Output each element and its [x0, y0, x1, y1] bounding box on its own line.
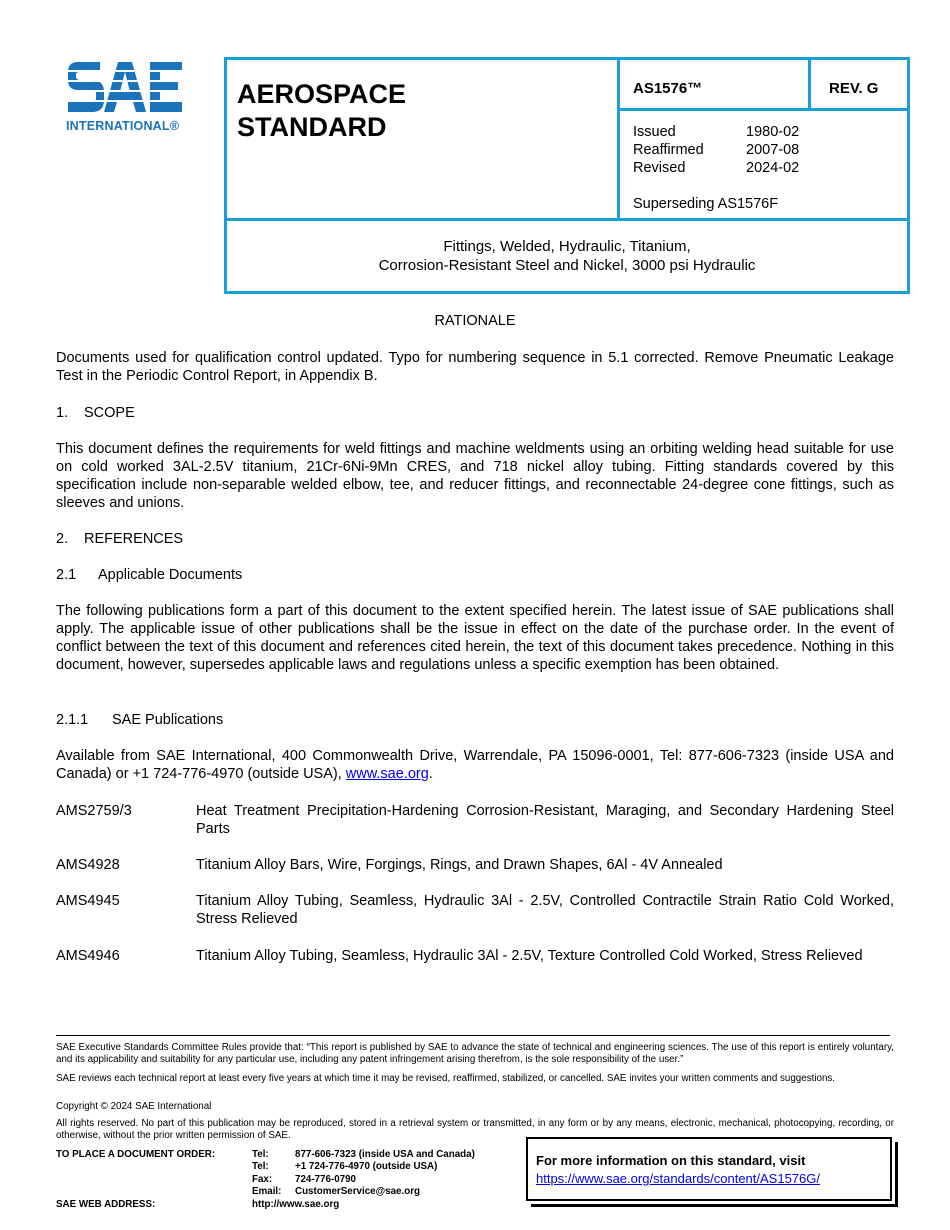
scope-text: This document defines the requirements for weld fittings and machine weldments using an orbiting welding head suitable for use on cold worked 3AL-2.5V titanium, 21Cr-6Ni-9Mn CRES, and 718 nickel alloy tubing. Fitting standards covered by this specification include non-separable welded elbow, tee, and reducer fittings, and reconnectable 24-degree cone fittings, such as sleeves and unions.: [56, 441, 894, 511]
contact-row: Fax: 724-776-0790: [252, 1173, 357, 1185]
reference-item: [56, 802, 894, 838]
order-contacts: [252, 1149, 475, 1211]
reference-code: AMS2759/3: [56, 803, 132, 819]
sae-logo: [66, 56, 196, 136]
category-line-1: AEROSPACE: [237, 79, 407, 109]
revision-label: REV. G: [829, 80, 879, 97]
web-address-label: SAE WEB ADDRESS:: [56, 1199, 156, 1210]
reference-code: AMS4928: [56, 857, 120, 873]
document-title: [227, 237, 907, 275]
applicable-documents-text: The following publications form a part of this document to the extent specified herein. The latest issue of SAE publications shall apply. The applicable issue of other publications shall be the issue in effect on the date of the purchase order. In the event of conflict between the text of this document and references cited herein, the text of this document takes precedence. Nothing in this document, however, supersedes applicable laws and regulations unless a specific exemption has been obtained.: [56, 603, 894, 673]
reference-code: AMS4946: [56, 948, 120, 964]
logo-subtitle: INTERNATIONAL®: [66, 119, 180, 133]
order-label: TO PLACE A DOCUMENT ORDER:: [56, 1149, 216, 1160]
contact-row: Email: CustomerService@sae.org: [252, 1186, 420, 1198]
section-2-1-heading: 2.1 Applicable Documents: [56, 567, 243, 583]
document-number: AS1576™: [633, 80, 703, 97]
category-line-2: STANDARD: [237, 112, 387, 142]
rights-note: All rights reserved. No part of this publication may be reproduced, stored in a retrieval system or transmitted, in any form or by any means, electronic, mechanical, photocopying, recording, or otherwise, without the prior written permission of SAE.: [56, 1118, 894, 1141]
title-line-1: Fittings, Welded, Hydraulic, Titanium,: [443, 238, 691, 255]
copyright-note: Copyright © 2024 SAE International: [56, 1101, 212, 1112]
reference-item: [56, 856, 894, 874]
sae-wordmark-logo: [66, 56, 184, 118]
section-1-heading: 1. SCOPE: [56, 405, 135, 421]
date-row-revised: Revised 2024-02: [633, 160, 800, 176]
reference-code: AMS4945: [56, 893, 120, 909]
reference-description: Titanium Alloy Bars, Wire, Forgings, Rings, and Drawn Shapes, 6Al - 4V Annealed: [196, 857, 723, 873]
date-row-issued: Issued 1980-02: [633, 124, 800, 140]
rationale-heading: RATIONALE: [434, 313, 516, 329]
rationale-text: Documents used for qualification control updated. Typo for numbering sequence in 5.1 corrected. Remove Pneumatic Leakage Test in the Periodic Control Report, in Appendix B.: [56, 350, 894, 384]
contact-row: Tel: +1 724-776-4970 (outside USA): [252, 1161, 438, 1173]
web-address-row: [252, 1199, 475, 1211]
web-address-link[interactable]: http://www.sae.org: [252, 1198, 340, 1210]
sae-website-link[interactable]: www.sae.org: [345, 766, 429, 782]
date-history: [633, 123, 799, 177]
superseding-note: Superseding AS1576F: [633, 196, 779, 212]
reference-description: Titanium Alloy Tubing, Seamless, Hydraulic 3Al - 2.5V, Controlled Contractile Strain Ratio Cold Worked, Stress Relieved: [196, 893, 894, 927]
more-info-box: [526, 1137, 892, 1201]
document-category: [237, 78, 406, 144]
contact-row: Tel: 877-606-7323 (inside USA and Canada): [252, 1149, 475, 1160]
section-2-heading: 2. REFERENCES: [56, 531, 184, 547]
reference-item: [56, 892, 894, 928]
header-box: [224, 57, 910, 294]
more-info-title: For more information on this standard, visit: [536, 1153, 806, 1168]
date-row-reaffirmed: Reaffirmed 2007-08: [633, 142, 800, 158]
reference-description: Heat Treatment Precipitation-Hardening Corrosion-Resistant, Maraging, and Secondary Hardening Steel Parts: [196, 803, 894, 837]
reference-item: [56, 947, 894, 965]
standard-info-link[interactable]: https://www.sae.org/standards/content/AS1576G/: [536, 1171, 820, 1186]
sae-availability-text: Available from SAE International, 400 Commonwealth Drive, Warrendale, PA 15096-0001, Tel: 877-606-7323 (inside USA and Canada) or +1 724-776-4970 (outside USA), www.sae.org.: [56, 748, 894, 782]
review-note: SAE reviews each technical report at least every five years at which time it may be revised, reaffirmed, stabilized, or cancelled. SAE invites your written comments and suggestions.: [56, 1073, 836, 1084]
footer-divider: [56, 1035, 890, 1036]
section-2-1-1-heading: 2.1.1 SAE Publications: [56, 712, 224, 728]
reference-description: Titanium Alloy Tubing, Seamless, Hydraulic 3Al - 2.5V, Texture Controlled Cold Worked, Stress Relieved: [196, 948, 863, 964]
committee-rules-note: SAE Executive Standards Committee Rules provide that: “This report is published by SAE to advance the state of technical and engineering sciences. The use of this report is entirely voluntary, and its applicability and suitability for any particular use, including any patent infringement arising therefrom, is the sole responsibility of the user.”: [56, 1042, 894, 1065]
title-line-2: Corrosion-Resistant Steel and Nickel, 3000 psi Hydraulic: [378, 257, 756, 274]
